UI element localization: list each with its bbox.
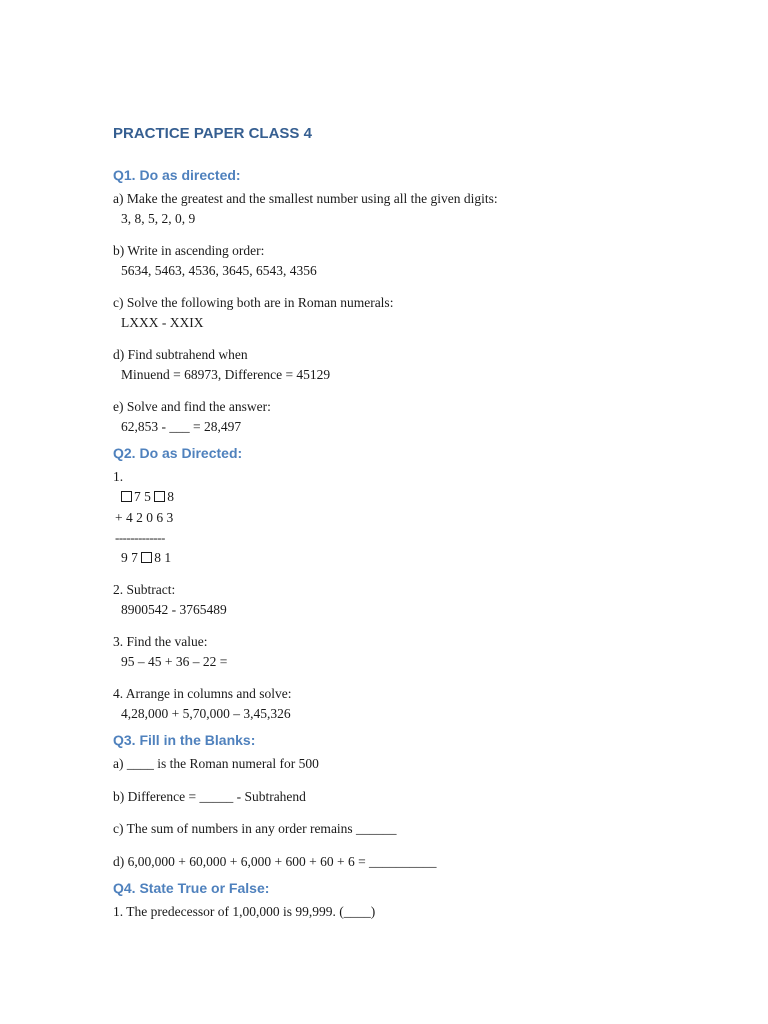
- q3-item-b: b) Difference = _____ - Subtrahend: [113, 788, 306, 804]
- question-4-heading: Q4. State True or False:: [113, 880, 270, 896]
- q2-item-1-row-3-a: 9 7: [121, 549, 138, 565]
- q4-item-1: 1. The predecessor of 1,00,000 is 99,999. (____): [113, 904, 376, 919]
- missing-digit-box: [121, 491, 132, 502]
- q3-item-d: d) 6,00,000 + 60,000 + 6,000 + 600 + 60 + 6 = __________: [113, 853, 437, 869]
- q2-item-1-row-1-a: 7 5: [134, 488, 151, 504]
- question-2-heading: Q2. Do as Directed:: [113, 445, 243, 461]
- q2-item-3-prompt: 3. Find the value:: [113, 634, 208, 649]
- missing-digit-box: [154, 491, 165, 502]
- question-3-heading: Q3. Fill in the Blanks:: [113, 732, 256, 748]
- q2-item-4-detail: 4,28,000 + 5,70,000 – 3,45,326: [121, 705, 291, 721]
- missing-digit-box: [141, 552, 152, 563]
- q2-item-1-row-2: + 4 2 0 6 3: [115, 510, 174, 525]
- q1-item-a-detail: 3, 8, 5, 2, 0, 9: [121, 210, 196, 226]
- q1-item-a-prompt: a) Make the greatest and the smallest number using all the given digits:: [113, 191, 498, 206]
- question-2: [113, 444, 713, 723]
- q1-item-c-prompt: c) Solve the following both are in Roman numerals:: [113, 295, 394, 310]
- q2-item-1-row-1: [113, 487, 713, 507]
- q1-item-c-detail: LXXX - XXIX: [121, 314, 204, 330]
- q2-item-3-detail: 95 – 45 + 36 – 22 =: [121, 653, 228, 669]
- question-1-heading: Q1. Do as directed:: [113, 167, 241, 183]
- q2-item-4-prompt: 4. Arrange in columns and solve:: [113, 686, 292, 701]
- q2-item-1-number: 1.: [113, 469, 124, 484]
- q2-item-1-row-3-b: 8 1: [154, 549, 172, 565]
- q1-item-e-prompt: e) Solve and find the answer:: [113, 399, 271, 414]
- question-1: [113, 166, 713, 436]
- q1-item-d-detail: Minuend = 68973, Difference = 45129: [121, 366, 331, 382]
- q2-item-1-row-3: [113, 548, 713, 568]
- q1-item-e-detail: 62,853 - ___ = 28,497: [121, 418, 242, 434]
- q2-item-2-detail: 8900542 - 3765489: [121, 601, 227, 617]
- page-title: PRACTICE PAPER CLASS 4: [113, 125, 312, 142]
- worksheet: [113, 124, 713, 922]
- q2-item-2-prompt: 2. Subtract:: [113, 582, 176, 597]
- q3-item-c: c) The sum of numbers in any order remains ______: [113, 821, 397, 836]
- question-3: [113, 731, 713, 871]
- question-4: [113, 879, 713, 922]
- q2-item-1-row-1-b: 8: [167, 488, 174, 504]
- q2-item-1-divider: -------------: [115, 529, 165, 545]
- q1-item-b-detail: 5634, 5463, 4536, 3645, 6543, 4356: [121, 262, 317, 278]
- q3-item-a: a) ____ is the Roman numeral for 500: [113, 756, 319, 771]
- q1-item-b-prompt: b) Write in ascending order:: [113, 243, 265, 258]
- q1-item-d-prompt: d) Find subtrahend when: [113, 347, 248, 362]
